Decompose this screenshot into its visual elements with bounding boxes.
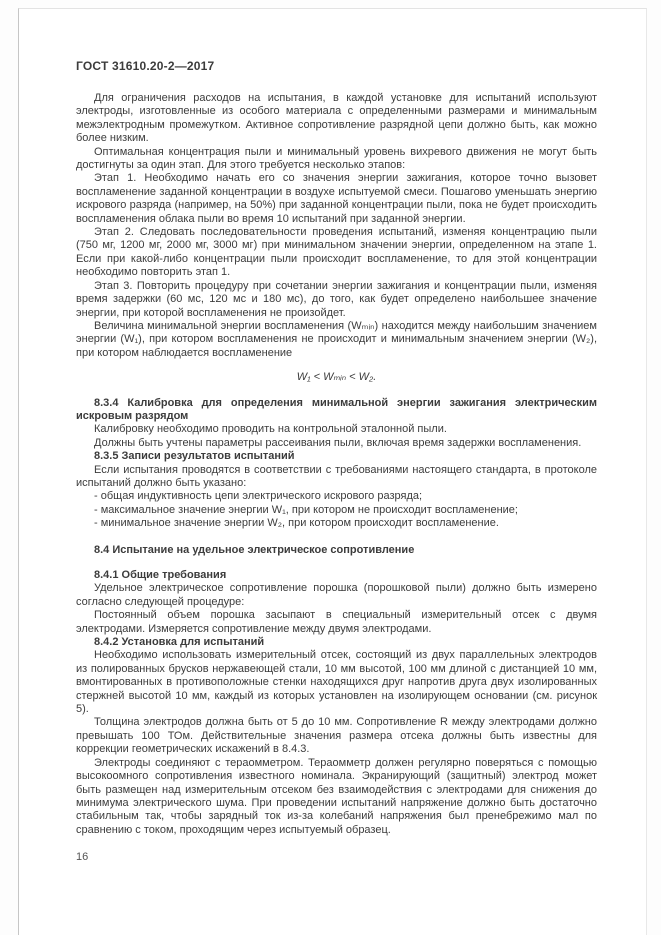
paragraph-electrodes-intro: Для ограничения расходов на испытания, в каждой установке для испытаний используют электроды, изготовленные из особого материала с определенными размерами и минимальным межэлектродным промежутком. Активное сопротивление разрядной цепи должно быть, как можно более низким. (76, 92, 597, 145)
formula-wmin-inequality: W₁ < Wₘᵢₙ < W₂. (296, 371, 377, 384)
section-heading-8-4: 8.4 Испытание на удельное электрическое сопротивление (94, 543, 415, 556)
paragraph-dispersion-params: Должны быть учтены параметры рассеивания пыли, включая время задержки воспламенения. (94, 436, 582, 449)
paragraph-stage-2: Этап 2. Следовать последовательности проведения испытаний, изменяя концентрацию пыли (750 мг, 1200 мг, 2000 мг, 3000 мг) при минимальном значении энергии, определенном на этапе 1. Если при какой-либо концентрации пыли происходит воспламенение, то для этой концентрации необходимо повторить этап 1. (76, 226, 597, 279)
paragraph-measuring-cell: Необходимо использовать измерительный отсек, состоящий из двух параллельных электродов из полированных брусков нержавеющей стали, 10 мм высотой, 100 мм длиной с дистанцией 10 мм, вмонтированных в противоположные стенки находящихся друг напротив друга двух изолированных стержней высотой 10 мм, каждый из которых установлен на изолирующем основании (см. рисунок 5). (76, 649, 597, 716)
section-heading-8-4-2: 8.4.2 Установка для испытаний (94, 636, 265, 649)
paragraph-resistance-procedure: Удельное электрическое сопротивление порошка (порошковой пыли) должно быть измерено согласно следующей процедуре: (76, 582, 597, 608)
paragraph-protocol-intro: Если испытания проводятся в соответствии с требованиями настоящего стандарта, в протоколе испытаний должно быть указано: (76, 463, 597, 489)
paragraph-optimal-concentration: Оптимальная концентрация пыли и минимальный уровень вихревого движения не могут быть достигнуты за один этап. Для этого требуется несколько этапов: (76, 145, 597, 172)
document-page (18, 8, 647, 935)
paragraph-stage-3: Этап 3. Повторить процедуру при сочетании энергии зажигания и концентрации пыли, изменяя время задержки (60 мс, 120 мс и 180 мс), до того, как будет определено наибольшее значение энергии, при которой воспламенения не произойдет. (76, 279, 597, 319)
paragraph-stage-1: Этап 1. Необходимо начать его со значения энергии зажигания, которое точно вызовет воспламенение заданной концентрации в воздухе испытуемой смеси. Пошагово уменьшать энергию искрового разряда (например, на 50%) при заданной концентрации пыли, пока не будет происходить воспламенения облака пыли во время 10 испытаний при заданной энергии. (76, 172, 597, 225)
paragraph-wmin-definition: Величина минимальной энергии воспламенения (Wₘᵢₙ) находится между наибольшим значением энергии (W₁), при котором воспламенения не происходит и минимальным значением энергии (W₂), при котором наблюдается воспламенение (76, 319, 597, 359)
list-item-max-energy: - максимальное значение энергии W₁, при котором не происходит воспламенение; (94, 503, 518, 516)
paragraph-electrode-thickness: Толщина электродов должна быть от 5 до 10 мм. Сопротивление R между электродами должно превышать 100 ТОм. Действительные значения размера отсека должны быть известны для коррекции геометрических искажений в 8.4.3. (76, 716, 597, 756)
paragraph-teraohmmeter: Электроды соединяют с тераомметром. Тераомметр должен регулярно поверяться с помощью высокоомного сопротивления известного номинала. Экранирующий (защитный) электрод может быть размещен над измерительным отсеком без взаимодействия с электродами для снижения до минимума электрического шума. При проведении испытаний напряжение должно быть достаточно стабильным так, чтобы зарядный ток из-за колебаний напряжения был пренебрежимо мал по сравнению с током, проходящим через испытуемый образец. (76, 756, 597, 836)
list-item-min-energy: - минимальное значение энергии W₂, при котором происходит воспламенение. (94, 517, 499, 530)
section-heading-8-3-5: 8.3.5 Записи результатов испытаний (94, 450, 295, 463)
paragraph-powder-volume: Постоянный объем порошка засыпают в специальный измерительный отсек с двумя электродами. Измеряется сопротивление между двумя электродами. (76, 609, 597, 635)
section-heading-8-4-1: 8.4.1 Общие требования (94, 569, 227, 581)
section-heading-8-3-4: 8.3.4 Калибровка для определения минимальной энергии зажигания электрическим искровым разрядом (76, 396, 597, 422)
list-item-inductance: - общая индуктивность цепи электрического искрового разряда; (94, 490, 423, 503)
document-body (76, 92, 597, 837)
page-number: 16 (76, 851, 89, 864)
paragraph-calibration-dust: Калибровку необходимо проводить на контрольной эталонной пыли. (94, 423, 447, 436)
document-code-header: ГОСТ 31610.20-2—2017 (76, 59, 215, 73)
